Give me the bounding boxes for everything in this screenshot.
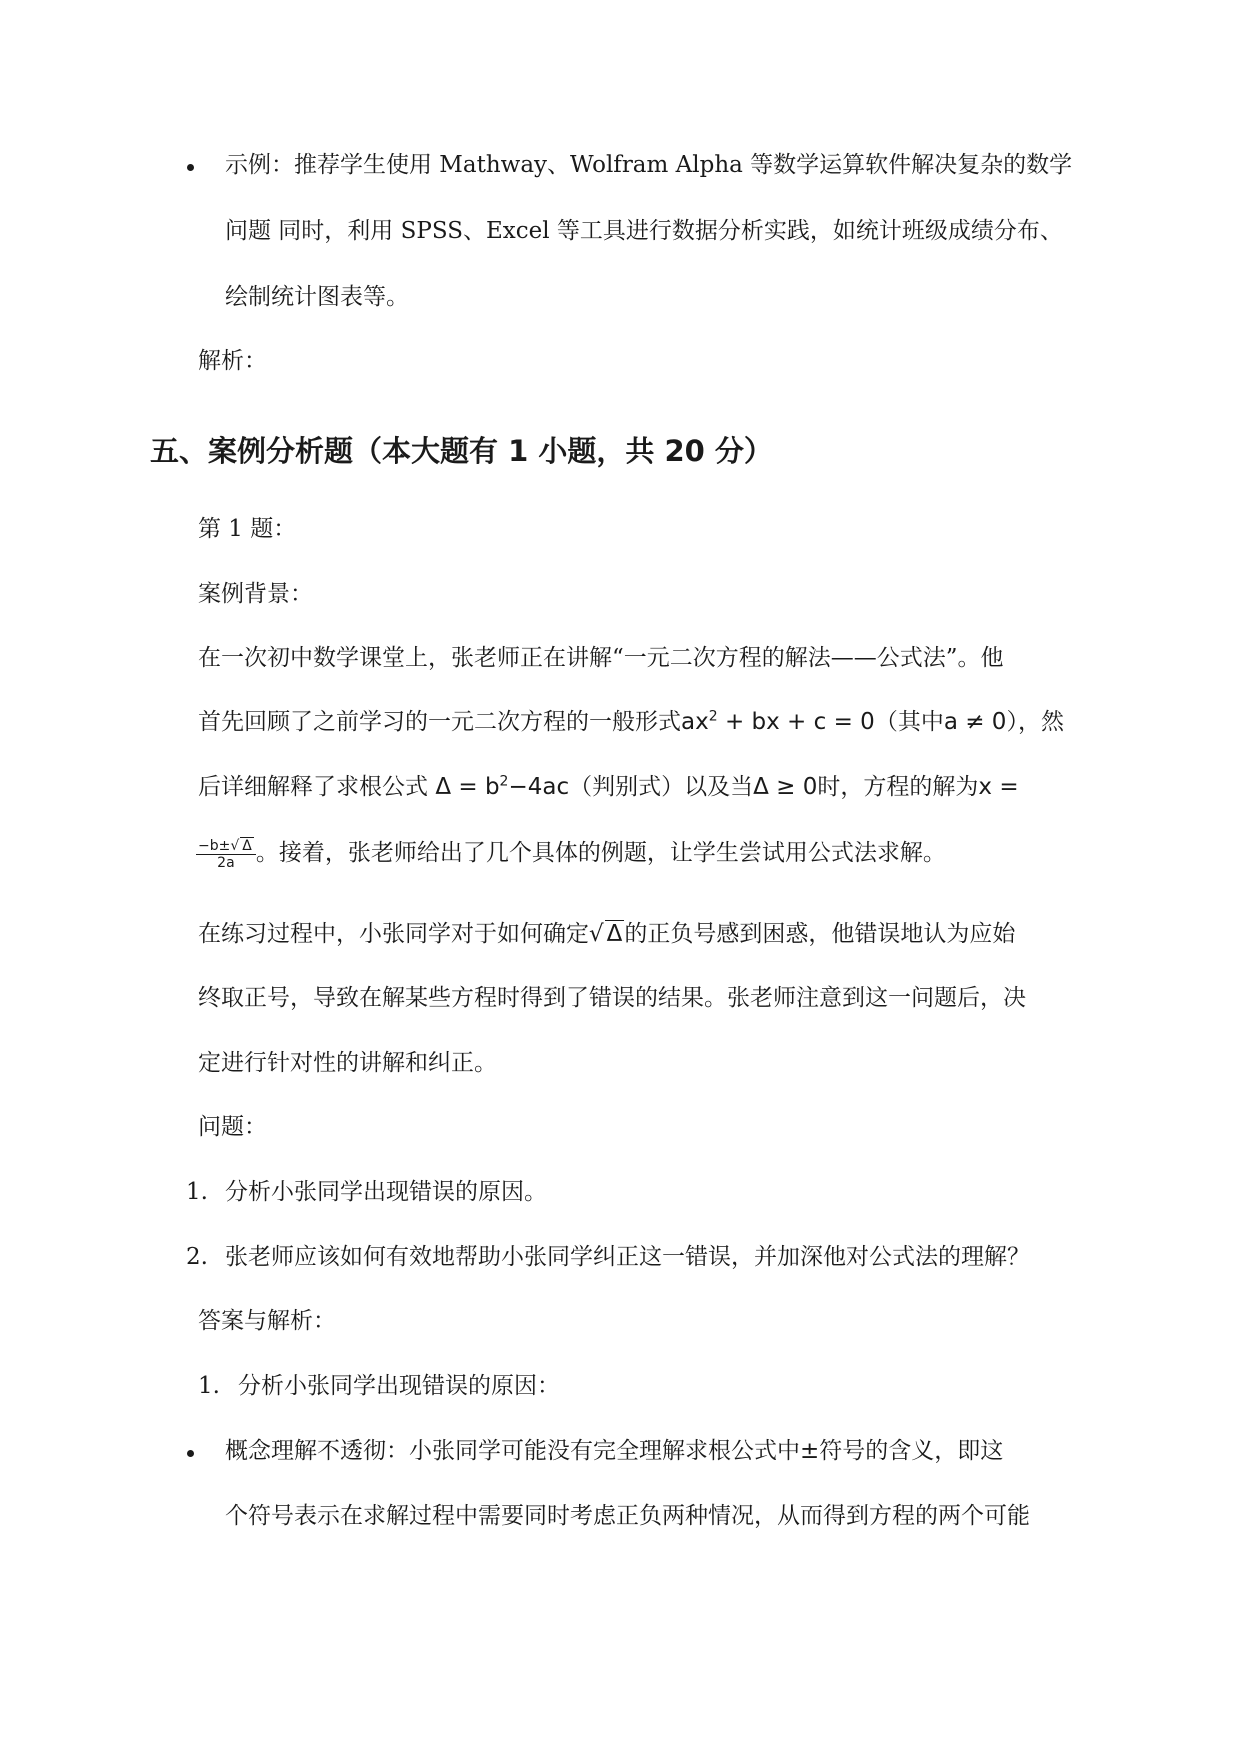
text-run: 在练习过程中，小张同学对于如何确定 <box>198 921 589 947</box>
exponent: 2 <box>499 773 509 790</box>
answer-item-text: 分析小张同学出现错误的原因： <box>238 1373 560 1399</box>
text-run: 的正负号感到困惑，他错误地认为应始 <box>624 921 1016 947</box>
equation-term: Δ = b <box>435 774 500 800</box>
sqrt-radicand: Δ <box>606 921 623 947</box>
discriminant-formula <box>428 774 569 800</box>
solution-lhs: x = <box>978 774 1019 800</box>
text-run: 后详细解释了求根公式 <box>198 774 428 800</box>
question-text: 张老师应该如何有效地帮助小张同学纠正这一错误，并加深他对公式法的理解？ <box>225 1244 1030 1270</box>
equation-term: −4ac <box>508 774 570 800</box>
text-run: 首先回顾了之前学习的一元二次方程的一般形式 <box>198 709 681 735</box>
question-number: 1. <box>186 1179 208 1205</box>
bullet-text-line: 个符号表示在求解过程中需要同时考虑正负两种情况，从而得到方程的两个可能 <box>225 1503 1030 1529</box>
problem-label: 问题： <box>198 1114 267 1140</box>
sqrt-radicand: Δ <box>242 837 252 854</box>
quadratic-formula-fraction <box>196 838 256 871</box>
answer-label: 答案与解析： <box>198 1308 336 1334</box>
text-run: 时，方程的解为 <box>817 774 979 800</box>
fraction-denominator: 2a <box>217 854 235 871</box>
exponent: 2 <box>708 708 718 725</box>
bullet-dot <box>187 164 194 171</box>
paragraph-line <box>198 706 1064 738</box>
paragraph-line <box>198 771 1019 803</box>
text-run: ），然 <box>1006 709 1064 735</box>
answer-number: 1. <box>198 1373 220 1399</box>
text-run: （其中 <box>874 709 944 735</box>
equation-term: ax <box>681 709 709 735</box>
sqrt-delta: √ Δ <box>589 921 623 947</box>
plus-minus-symbol: ± <box>800 1438 820 1464</box>
section-heading: 五、案例分析题（本大题有 1 小题，共 20 分） <box>150 434 773 468</box>
paragraph-line <box>198 918 1015 950</box>
text-run: 。接着，张老师给出了几个具体的例题，让学生尝试用公式法求解。 <box>255 840 946 866</box>
equation-term: + bx + c = 0 <box>717 709 875 735</box>
background-label: 案例背景： <box>198 581 313 607</box>
general-form-equation <box>681 709 875 735</box>
question-number: 2. <box>186 1244 208 1270</box>
paragraph-line: 在一次初中数学课堂上，张老师正在讲解“一元二次方程的解法——公式法”。他 <box>198 645 1004 671</box>
question-text: 分析小张同学出现错误的原因。 <box>225 1179 547 1205</box>
paragraph-line: 终取正号，导致在解某些方程时得到了错误的结果。张老师注意到这一问题后，决 <box>198 985 1026 1011</box>
bullet-text-line <box>225 1435 1003 1467</box>
bullet-text-line: 绘制统计图表等。 <box>225 284 409 310</box>
bullet-dot <box>187 1450 194 1457</box>
paragraph-line <box>196 837 946 871</box>
text-run: （判别式）以及当 <box>569 774 754 800</box>
text-run: 概念理解不透彻：小张同学可能没有完全理解求根公式中 <box>225 1438 800 1464</box>
bullet-text-line: 示例：推荐学生使用 Mathway、Wolfram Alpha 等数学运算软件解决复杂的数学 <box>225 152 1073 178</box>
question-label: 第 1 题： <box>198 516 297 542</box>
analysis-label: 解析： <box>198 348 267 374</box>
fraction-numerator: −b±√ Δ <box>196 838 256 855</box>
condition-expression: a ≠ 0 <box>943 709 1007 735</box>
bullet-text-line: 问题 同时，利用 SPSS、Excel 等工具进行数据分析实践，如统计班级成绩分布、 <box>225 218 1063 244</box>
text-run: 符号的含义，即这 <box>819 1438 1004 1464</box>
equation-term: −b± <box>198 837 231 854</box>
paragraph-line: 定进行针对性的讲解和纠正。 <box>198 1050 497 1076</box>
condition-expression: Δ ≥ 0 <box>753 774 818 800</box>
